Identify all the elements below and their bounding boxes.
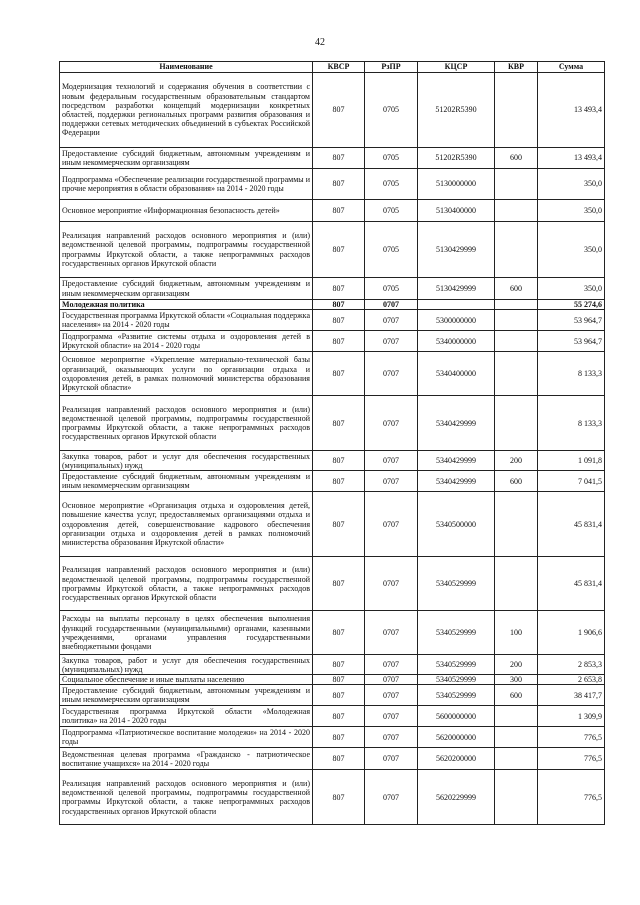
cell-sum: 350,0 xyxy=(538,222,605,278)
cell-kvr: 600 xyxy=(495,278,538,300)
cell-name: Модернизация технологий и содержания обучения в соответствии с новым федеральным государственным образовательным стандартом посредством разработки концепций модернизации конкретных областей, поддержки региональных программ развития образования и поддержки сетевых методических объединений в субъектах Российской Федерации xyxy=(60,73,313,148)
cell-rzpr: 0705 xyxy=(365,169,418,200)
cell-kcsr: 5300000000 xyxy=(418,310,495,331)
cell-name: Расходы на выплаты персоналу в целях обеспечения выполнения функций государственными (муниципальными) органами, казенными учреждениями, органами управления государственными внебюджетными фондами xyxy=(60,611,313,655)
cell-kcsr: 5130429999 xyxy=(418,222,495,278)
cell-kcsr: 5340000000 xyxy=(418,331,495,352)
cell-sum: 13 493,4 xyxy=(538,73,605,148)
cell-rzpr: 0707 xyxy=(365,685,418,706)
cell-kvr xyxy=(495,169,538,200)
table-row xyxy=(60,611,605,655)
table-row xyxy=(60,675,605,685)
cell-kcsr: 5340529999 xyxy=(418,557,495,611)
cell-kvsr: 807 xyxy=(313,148,365,169)
cell-rzpr: 0707 xyxy=(365,557,418,611)
cell-rzpr: 0707 xyxy=(365,748,418,770)
cell-sum: 53 964,7 xyxy=(538,331,605,352)
cell-kcsr: 5340429999 xyxy=(418,471,495,492)
cell-kvsr: 807 xyxy=(313,770,365,825)
cell-kcsr: 5340529999 xyxy=(418,655,495,675)
cell-kvr xyxy=(495,492,538,557)
cell-sum: 55 274,6 xyxy=(538,300,605,310)
cell-kvsr: 807 xyxy=(313,706,365,727)
table-row xyxy=(60,396,605,451)
table-row xyxy=(60,471,605,492)
header-kcsr: КЦСР xyxy=(418,62,495,73)
cell-kvsr: 807 xyxy=(313,492,365,557)
cell-sum: 776,5 xyxy=(538,727,605,748)
cell-name: Реализация направлений расходов основного мероприятия и (или) ведомственной целевой программы, подпрограммы государственной программы Иркутской области, а также непрограммных расходов государственных органов Иркутской области xyxy=(60,770,313,825)
cell-kvsr: 807 xyxy=(313,396,365,451)
table-row xyxy=(60,222,605,278)
cell-kvr xyxy=(495,222,538,278)
cell-rzpr: 0707 xyxy=(365,770,418,825)
cell-rzpr: 0705 xyxy=(365,148,418,169)
cell-sum: 45 831,4 xyxy=(538,557,605,611)
table-row xyxy=(60,352,605,396)
cell-sum: 8 133,3 xyxy=(538,396,605,451)
cell-sum: 1 091,8 xyxy=(538,451,605,471)
cell-sum: 7 041,5 xyxy=(538,471,605,492)
cell-kvr xyxy=(495,770,538,825)
cell-rzpr: 0707 xyxy=(365,611,418,655)
cell-kvsr: 807 xyxy=(313,278,365,300)
cell-kcsr: 5130400000 xyxy=(418,200,495,222)
cell-kcsr: 51202R5390 xyxy=(418,73,495,148)
cell-name: Основное мероприятие «Информационная безопасность детей» xyxy=(60,200,313,222)
cell-name: Основное мероприятие «Укрепление материально-технической базы организаций, оказывающих услуги по организации отдыха и оздоровления детей, в рамках полномочий министерства образования Иркутской области» xyxy=(60,352,313,396)
cell-kvsr: 807 xyxy=(313,352,365,396)
table-row xyxy=(60,748,605,770)
cell-name: Предоставление субсидий бюджетным, автономным учреждениям и иным некоммерческим организациям xyxy=(60,278,313,300)
cell-kvsr: 807 xyxy=(313,471,365,492)
cell-rzpr: 0707 xyxy=(365,451,418,471)
cell-rzpr: 0707 xyxy=(365,492,418,557)
cell-kvr xyxy=(495,706,538,727)
cell-name: Подпрограмма «Патриотическое воспитание молодежи» на 2014 - 2020 годы xyxy=(60,727,313,748)
cell-kvsr: 807 xyxy=(313,331,365,352)
table-row xyxy=(60,685,605,706)
budget-table xyxy=(59,61,605,825)
cell-rzpr: 0707 xyxy=(365,655,418,675)
table-row xyxy=(60,278,605,300)
cell-sum: 776,5 xyxy=(538,770,605,825)
cell-kvr xyxy=(495,200,538,222)
cell-name: Реализация направлений расходов основного мероприятия и (или) ведомственной целевой программы, подпрограммы государственной программы Иркутской области, а также непрограммных расходов государственных органов Иркутской области xyxy=(60,222,313,278)
cell-sum: 8 133,3 xyxy=(538,352,605,396)
cell-kcsr: 5340400000 xyxy=(418,352,495,396)
table-row xyxy=(60,310,605,331)
table-row xyxy=(60,727,605,748)
cell-name: Предоставление субсидий бюджетным, автономным учреждениям и иным некоммерческим организациям xyxy=(60,148,313,169)
cell-name: Социальное обеспечение и иные выплаты населению xyxy=(60,675,313,685)
cell-kvsr: 807 xyxy=(313,685,365,706)
header-kvr: КВР xyxy=(495,62,538,73)
cell-kvsr: 807 xyxy=(313,310,365,331)
cell-name: Государственная программа Иркутской области «Молодежная политика» на 2014 - 2020 годы xyxy=(60,706,313,727)
cell-kcsr: 5620000000 xyxy=(418,727,495,748)
cell-name: Подпрограмма «Обеспечение реализации государственной программы и прочие мероприятия в области образования» на 2014 - 2020 годы xyxy=(60,169,313,200)
cell-name: Предоставление субсидий бюджетным, автономным учреждениям и иным некоммерческим организациям xyxy=(60,685,313,706)
cell-rzpr: 0707 xyxy=(365,471,418,492)
cell-rzpr: 0707 xyxy=(365,352,418,396)
cell-kvsr: 807 xyxy=(313,557,365,611)
cell-name: Ведомственная целевая программа «Гражданско - патриотическое воспитание учащихся» на 2014 - 2020 годы xyxy=(60,748,313,770)
cell-name: Подпрограмма «Развитие системы отдыха и оздоровления детей в Иркутской области» на 2014 - 2020 годы xyxy=(60,331,313,352)
table-row xyxy=(60,557,605,611)
header-kvsr: КВСР xyxy=(313,62,365,73)
cell-kvsr: 807 xyxy=(313,727,365,748)
cell-kcsr: 5130429999 xyxy=(418,278,495,300)
cell-rzpr: 0707 xyxy=(365,675,418,685)
cell-name: Государственная программа Иркутской области «Социальная поддержка населения» на 2014 - 2020 годы xyxy=(60,310,313,331)
cell-sum: 776,5 xyxy=(538,748,605,770)
cell-name: Закупка товаров, работ и услуг для обеспечения государственных (муниципальных) нужд xyxy=(60,655,313,675)
cell-rzpr: 0705 xyxy=(365,200,418,222)
cell-rzpr: 0707 xyxy=(365,310,418,331)
table-row xyxy=(60,169,605,200)
cell-kvr xyxy=(495,748,538,770)
table-row xyxy=(60,770,605,825)
cell-kcsr: 5340529999 xyxy=(418,685,495,706)
table-row xyxy=(60,300,605,310)
header-sum: Сумма xyxy=(538,62,605,73)
cell-kcsr: 5130000000 xyxy=(418,169,495,200)
cell-sum: 1 906,6 xyxy=(538,611,605,655)
cell-sum: 350,0 xyxy=(538,200,605,222)
cell-rzpr: 0707 xyxy=(365,396,418,451)
cell-name: Основное мероприятие «Организация отдыха и оздоровления детей, повышение качества услуг, предоставляемых организациями отдыха и оздоровления детей, совершенствование кадрового обеспечения организации отдыха и оздоровления детей в рамках полномочий министерства образования Иркутской области» xyxy=(60,492,313,557)
cell-kvr xyxy=(495,557,538,611)
cell-kvsr: 807 xyxy=(313,200,365,222)
cell-kvr xyxy=(495,727,538,748)
cell-sum: 350,0 xyxy=(538,169,605,200)
table-row xyxy=(60,655,605,675)
cell-kcsr xyxy=(418,300,495,310)
cell-sum: 2 653,8 xyxy=(538,675,605,685)
cell-kvr: 200 xyxy=(495,451,538,471)
cell-sum: 2 853,3 xyxy=(538,655,605,675)
cell-kvr xyxy=(495,300,538,310)
table-row xyxy=(60,331,605,352)
cell-rzpr: 0705 xyxy=(365,73,418,148)
cell-kcsr: 5620200000 xyxy=(418,748,495,770)
cell-name: Реализация направлений расходов основного мероприятия и (или) ведомственной целевой программы, подпрограммы государственной программы Иркутской области, а также непрограммных расходов государственных органов Иркутской области xyxy=(60,396,313,451)
cell-kvr: 300 xyxy=(495,675,538,685)
table-header-row xyxy=(60,62,605,73)
table-row xyxy=(60,148,605,169)
cell-kvsr: 807 xyxy=(313,222,365,278)
cell-kvsr: 807 xyxy=(313,611,365,655)
cell-kvsr: 807 xyxy=(313,655,365,675)
table-row xyxy=(60,200,605,222)
cell-kvsr: 807 xyxy=(313,748,365,770)
cell-kvr xyxy=(495,352,538,396)
cell-sum: 38 417,7 xyxy=(538,685,605,706)
cell-kcsr: 5340429999 xyxy=(418,396,495,451)
cell-kvsr: 807 xyxy=(313,73,365,148)
cell-kcsr: 5340500000 xyxy=(418,492,495,557)
cell-kcsr: 5340429999 xyxy=(418,451,495,471)
cell-rzpr: 0707 xyxy=(365,727,418,748)
cell-kcsr: 5340529999 xyxy=(418,611,495,655)
cell-name: Реализация направлений расходов основного мероприятия и (или) ведомственной целевой программы, подпрограммы государственной программы Иркутской области, а также непрограммных расходов государственных органов Иркутской области xyxy=(60,557,313,611)
cell-kcsr: 5340529999 xyxy=(418,675,495,685)
cell-kvr: 100 xyxy=(495,611,538,655)
table-row xyxy=(60,706,605,727)
cell-kvsr: 807 xyxy=(313,300,365,310)
table-row xyxy=(60,451,605,471)
cell-sum: 350,0 xyxy=(538,278,605,300)
cell-kvr xyxy=(495,73,538,148)
cell-rzpr: 0707 xyxy=(365,331,418,352)
table-body xyxy=(60,73,605,825)
header-name: Наименование xyxy=(60,62,313,73)
cell-kvr: 600 xyxy=(495,148,538,169)
cell-kcsr: 5600000000 xyxy=(418,706,495,727)
table-row xyxy=(60,492,605,557)
table-row xyxy=(60,73,605,148)
cell-name: Предоставление субсидий бюджетным, автономным учреждениям и иным некоммерческим организациям xyxy=(60,471,313,492)
cell-kcsr: 5620229999 xyxy=(418,770,495,825)
cell-sum: 13 493,4 xyxy=(538,148,605,169)
cell-kcsr: 51202R5390 xyxy=(418,148,495,169)
cell-kvr: 600 xyxy=(495,685,538,706)
cell-sum: 45 831,4 xyxy=(538,492,605,557)
cell-name: Молодежная политика xyxy=(60,300,313,310)
cell-sum: 53 964,7 xyxy=(538,310,605,331)
cell-kvr xyxy=(495,396,538,451)
cell-rzpr: 0705 xyxy=(365,278,418,300)
cell-kvsr: 807 xyxy=(313,169,365,200)
cell-kvr: 600 xyxy=(495,471,538,492)
cell-kvr xyxy=(495,310,538,331)
cell-rzpr: 0705 xyxy=(365,222,418,278)
page-number: 42 xyxy=(315,37,325,48)
cell-kvr: 200 xyxy=(495,655,538,675)
header-rzpr: РзПР xyxy=(365,62,418,73)
cell-kvsr: 807 xyxy=(313,675,365,685)
cell-rzpr: 0707 xyxy=(365,706,418,727)
cell-rzpr: 0707 xyxy=(365,300,418,310)
cell-name: Закупка товаров, работ и услуг для обеспечения государственных (муниципальных) нужд xyxy=(60,451,313,471)
cell-kvr xyxy=(495,331,538,352)
cell-sum: 1 309,9 xyxy=(538,706,605,727)
cell-kvsr: 807 xyxy=(313,451,365,471)
